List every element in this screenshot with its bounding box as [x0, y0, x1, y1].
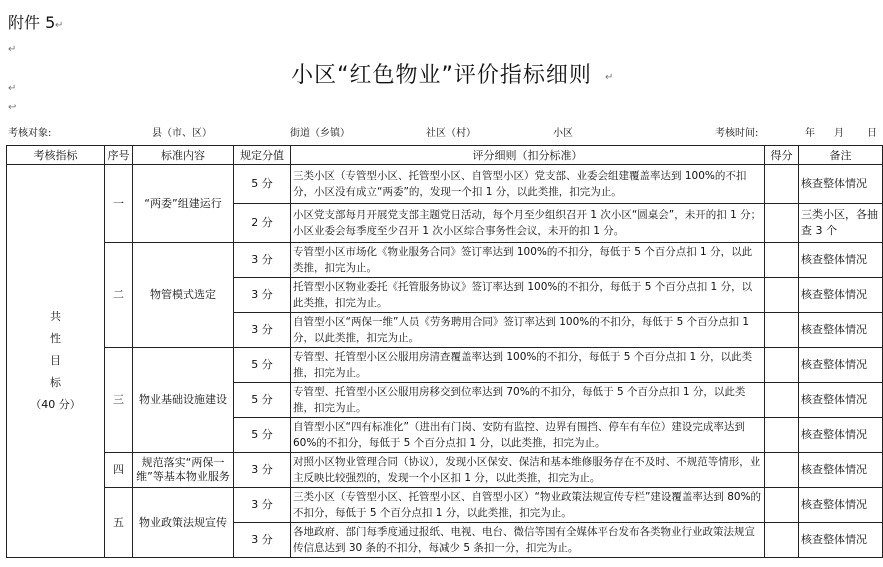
note-cell: 核查整体情况: [799, 278, 883, 313]
table-header-row: [7, 146, 883, 165]
category-cell: [7, 165, 105, 558]
header-content: 标准内容: [133, 146, 234, 165]
document-title: 小区“红色物业”评价指标细则: [291, 63, 592, 88]
score-cell: 5 分: [234, 383, 291, 418]
detail-cell: 托管型小区物业委托《托管服务协议》签订率达到 100%的不扣分，每低于 5 个百分点扣 1 分，以此类推，扣完为止。: [291, 278, 765, 313]
county-label: 县（市、区）: [152, 128, 212, 139]
got-score-cell: [765, 243, 799, 278]
assessment-meta-row: [0, 124, 883, 138]
score-cell: 5 分: [234, 418, 291, 453]
score-cell: 3 分: [234, 488, 291, 523]
header-score: 规定分值: [234, 146, 291, 165]
evaluation-table: [6, 145, 883, 558]
detail-cell: 三类小区（专管型小区、托管型小区、自管型小区）党支部、业委会组建覆盖率达到 100%的不扣分，小区没有成立“两委”的，发现一个扣 1 分，以此类推，扣完为止。: [291, 165, 765, 204]
note-cell: 三类小区，各抽查 3 个: [799, 204, 883, 243]
category-line: 共: [50, 310, 61, 323]
got-score-cell: [765, 488, 799, 523]
category-line: 目: [50, 354, 61, 367]
note-cell: 核查整体情况: [799, 523, 883, 558]
note-cell: 核查整体情况: [799, 348, 883, 383]
table-row: [7, 488, 883, 523]
note-cell: 核查整体情况: [799, 453, 883, 488]
score-cell: 3 分: [234, 278, 291, 313]
score-cell: 3 分: [234, 313, 291, 348]
score-cell: 3 分: [234, 243, 291, 278]
paragraph-mark: ↵: [8, 83, 17, 94]
item-no: 二: [105, 243, 133, 348]
detail-cell: 各地政府、部门每季度通过报纸、电视、电台、微信等国有全媒体平台发布各类物业行业政策法规宣传信息达到 30 条的不扣分，每减少 5 条扣一分，扣完为止。: [291, 523, 765, 558]
header-got-score: 得分: [765, 146, 799, 165]
score-cell: 3 分: [234, 453, 291, 488]
table-row: [7, 243, 883, 278]
xiaoqu-label: 小区: [553, 128, 573, 139]
detail-cell: 专管型小区市场化《物业服务合同》签订率达到 100%的不扣分，每低于 5 个百分点扣 1 分，以此类推，扣完为止。: [291, 243, 765, 278]
standard-content: 物业基础设施建设: [133, 348, 234, 453]
score-cell: 3 分: [234, 523, 291, 558]
table-row: [7, 348, 883, 383]
score-cell: 5 分: [234, 348, 291, 383]
got-score-cell: [765, 523, 799, 558]
score-cell: 5 分: [234, 165, 291, 204]
table-row: [7, 165, 883, 204]
standard-content: “两委”组建运行: [133, 165, 234, 243]
standard-content: 规范落实“两保一维”等基本物业服务: [133, 453, 234, 488]
header-no: 序号: [105, 146, 133, 165]
header-detail: 评分细则（扣分标准）: [291, 146, 765, 165]
detail-cell: 自管型小区“两保一维”人员《劳务聘用合同》签订率达到 100%的不扣分，每低于 5 个百分点扣 1 分，以此类推，扣完为止。: [291, 313, 765, 348]
target-label: 考核对象:: [8, 128, 52, 139]
month-label: 月: [834, 128, 844, 139]
item-no: 一: [105, 165, 133, 243]
score-cell: 2 分: [234, 204, 291, 243]
return-mark: ↩: [8, 102, 17, 113]
street-label: 街道（乡镇）: [290, 128, 350, 139]
note-cell: 核查整体情况: [799, 418, 883, 453]
note-cell: 核查整体情况: [799, 383, 883, 418]
category-line: 性: [50, 332, 61, 345]
header-note: 备注: [799, 146, 883, 165]
got-score-cell: [765, 348, 799, 383]
community-label: 社区（村）: [426, 128, 476, 139]
item-no: 五: [105, 488, 133, 558]
got-score-cell: [765, 383, 799, 418]
attachment-label: 附件 5: [8, 13, 56, 32]
got-score-cell: [765, 418, 799, 453]
day-label: 日: [867, 128, 877, 139]
category-line: （40 分）: [30, 398, 81, 411]
paragraph-mark: ↵: [605, 72, 614, 83]
paragraph-mark: ↵: [8, 44, 17, 55]
detail-cell: 专管型、托管型小区公服用房移交到位率达到 70%的不扣分，每低于 5 个百分点扣 1 分，以此类推，扣完为止。: [291, 383, 765, 418]
header-indicator: 考核指标: [7, 146, 105, 165]
standard-content: 物业政策法规宣传: [133, 488, 234, 558]
note-cell: 核查整体情况: [799, 165, 883, 204]
item-no: 四: [105, 453, 133, 488]
note-cell: 核查整体情况: [799, 488, 883, 523]
category-line: 标: [50, 376, 61, 389]
got-score-cell: [765, 313, 799, 348]
paragraph-mark: ↵: [55, 20, 64, 31]
standard-content: 物管模式选定: [133, 243, 234, 348]
got-score-cell: [765, 204, 799, 243]
got-score-cell: [765, 453, 799, 488]
got-score-cell: [765, 278, 799, 313]
detail-cell: 对照小区物业管理合同（协议），发现小区保安、保洁和基本维修服务存在不及时、不规范等情形，业主反映比较强烈的，发现一个小区扣 1 分，以此类推，扣完为止。: [291, 453, 765, 488]
time-label: 考核时间:: [715, 128, 759, 139]
year-label: 年: [805, 128, 815, 139]
detail-cell: 小区党支部每月开展党支部主题党日活动，每个月至少组织召开 1 次小区“圆桌会”，未开的扣 1 分；小区业委会每季度至少召开 1 次小区综合事务性会议，未开的扣 1 分。: [291, 204, 765, 243]
got-score-cell: [765, 165, 799, 204]
item-no: 三: [105, 348, 133, 453]
detail-cell: 自管型小区“四有标准化”（进出有门岗、安防有监控、边界有围挡、停车有车位）建设完成率达到 60%的不扣分，每低于 5 个百分点扣 1 分，以此类推，扣完为止。: [291, 418, 765, 453]
detail-cell: 三类小区（专管型小区、托管型小区、自管型小区）“物业政策法规宣传专栏”建设覆盖率达到 80%的不扣分，每低于 5 个百分点扣 1 分，以此类推，扣完为止。: [291, 488, 765, 523]
detail-cell: 专管型、托管型小区公服用房清查覆盖率达到 100%的不扣分，每低于 5 个百分点扣 1 分，以此类推，扣完为止。: [291, 348, 765, 383]
note-cell: 核查整体情况: [799, 243, 883, 278]
table-row: [7, 453, 883, 488]
note-cell: 核查整体情况: [799, 313, 883, 348]
